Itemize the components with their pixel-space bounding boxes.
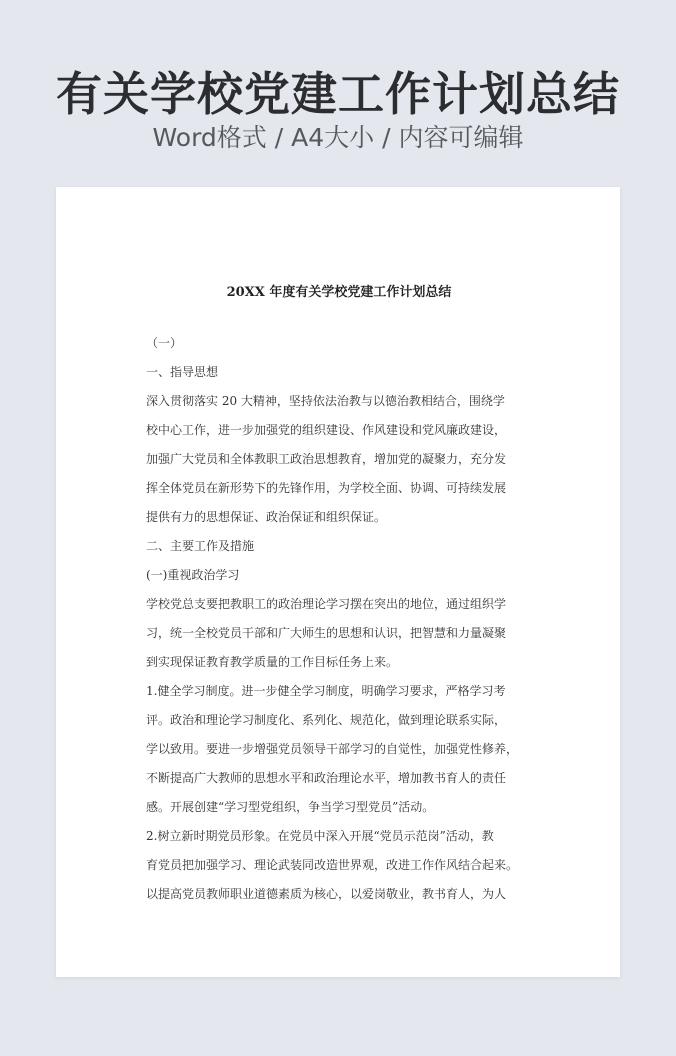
- paragraph-line: 感。开展创建“学习型党组织，争当学习型党员”活动。: [146, 800, 435, 814]
- paragraph-line: 以提高党员教师职业道德素质为核心，以爱岗敬业，教书育人，为人: [146, 887, 507, 901]
- paragraph-line: 加强广大党员和全体教职工政治思想教育，增加党的凝聚力，充分发: [146, 452, 507, 466]
- paragraph-line: 1.健全学习制度。进一步健全学习制度，明确学习要求，严格学习考: [146, 684, 506, 698]
- heading-main-work: 二、主要工作及措施: [146, 539, 255, 553]
- paragraph-line: 提供有力的思想保证、政治保证和组织保证。: [146, 510, 387, 524]
- paragraph-line: 深入贯彻落实 20 大精神，坚持依法治教与以德治教相结合，围绕学: [146, 394, 505, 408]
- banner-title: 有关学校党建工作计划总结: [56, 67, 620, 121]
- document-title: 20XX 年度有关学校党建工作计划总结: [226, 285, 452, 300]
- paragraph-line: 评。政治和理论学习制度化、系列化、规范化，做到理论联系实际，: [146, 713, 507, 727]
- paragraph-line: 学以致用。要进一步增强党员领导干部学习的自觉性，加强党性修养，: [146, 742, 519, 756]
- paragraph-line: 2.树立新时期党员形象。在党员中深入开展“党员示范岗”活动，教: [146, 829, 494, 843]
- heading-guiding-ideology: 一、指导思想: [146, 365, 219, 379]
- paragraph-line: 到实现保证教育教学质量的工作目标任务上来。: [146, 655, 399, 669]
- paragraph-line: 不断提高广大教师的思想水平和政治理论水平，增加教书育人的责任: [146, 771, 507, 785]
- paragraph-line: 育党员把加强学习、理论武装同改造世界观，改进工作作风结合起来。: [146, 858, 519, 872]
- paragraph-line: 挥全体党员在新形势下的先锋作用，为学校全面、协调、可持续发展: [146, 481, 507, 495]
- section-number: （一）: [146, 336, 183, 350]
- paragraph-line: 习，统一全校党员干部和广大师生的思想和认识，把智慧和力量凝聚: [146, 626, 507, 640]
- paragraph-line: 校中心工作，进一步加强党的组织建设、作风建设和党风廉政建设，: [146, 423, 507, 437]
- document-page: [56, 187, 620, 977]
- banner-subtitle: Word格式 / A4大小 / 内容可编辑: [152, 123, 524, 152]
- subheading-political-study: (一)重视政治学习: [146, 568, 240, 582]
- paragraph-line: 学校党总支要把教职工的政治理论学习摆在突出的地位，通过组织学: [146, 597, 507, 611]
- document-body: [146, 283, 532, 909]
